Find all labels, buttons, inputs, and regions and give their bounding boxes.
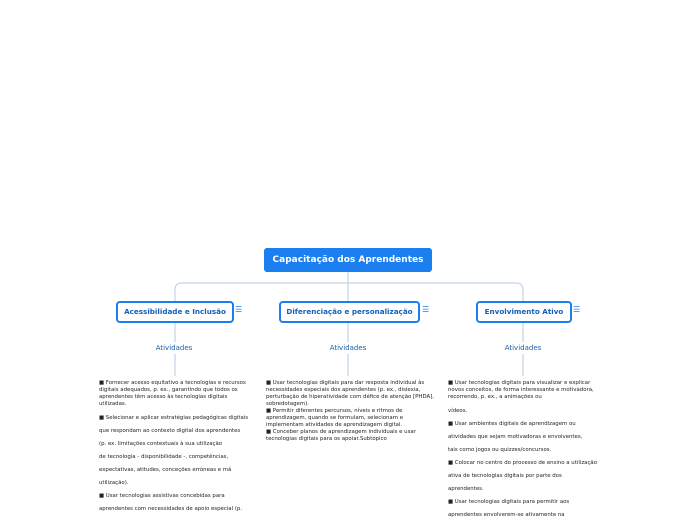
notes-envolvimento xyxy=(448,380,600,522)
note-line: vídeos. xyxy=(448,408,468,414)
notes-diferenciacao xyxy=(266,380,434,443)
note-line: (p. ex. limitações contextuais à sua utilização xyxy=(99,441,223,447)
notes-icon[interactable]: ☰ xyxy=(422,305,430,314)
note-line: atividades que sejam motivadoras e envolventes, xyxy=(448,434,583,440)
note-line: ■ Fornecer acesso equitativo a tecnologias e recursos digitais adequados, p. ex., garantindo que todos os aprendentes têm acesso às tecnologias digitais utilizadas. xyxy=(99,380,246,407)
topic-diferenciacao-personalizacao[interactable]: Diferenciação e personalização xyxy=(279,301,420,323)
note-line: aprendentes envolverem-se ativamente na xyxy=(448,512,565,518)
note-line: ■ Permitir diferentes percursos, níveis e ritmos de aprendizagem, quando se formulam, selecionam e implementam atividades de aprendizagem digital. xyxy=(266,408,404,428)
subtopic-atividades-3[interactable]: Atividades xyxy=(504,344,542,352)
connector-branch-1 xyxy=(175,283,348,301)
note-line: ■ Usar ambientes digitais de aprendizagem ou xyxy=(448,421,576,427)
note-line: de tecnologia - disponibilidade -, competências, xyxy=(99,454,229,460)
note-line: ■ Conceber planos de aprendizagem individuais e usar tecnologias digitais para os apoiar.Subtópico xyxy=(266,429,416,442)
note-line: ■ Usar tecnologias digitais para visualizar e explicar novos conceitos, de forma interessante e motivadora, recorrendo, p. ex., a animações ou xyxy=(448,380,594,400)
note-line: ■ Usar tecnologias assistivas concebidas para xyxy=(99,493,225,499)
notes-acessibilidade xyxy=(99,380,251,516)
note-line: expectativas, atitudes, conceções erróneas e má xyxy=(99,467,232,473)
notes-icon[interactable]: ☰ xyxy=(573,305,581,314)
notes-icon[interactable]: ☰ xyxy=(235,305,243,314)
note-line: ■ Usar tecnologias digitais para permitir aos xyxy=(448,499,570,505)
subtopic-atividades-1[interactable]: Atividades xyxy=(155,344,193,352)
connector-branch-3 xyxy=(348,283,523,301)
topic-acessibilidade-inclusao[interactable]: Acessibilidade e Inclusão xyxy=(116,301,234,323)
subtopic-atividades-2[interactable]: Atividades xyxy=(329,344,367,352)
root-topic[interactable]: Capacitação dos Aprendentes xyxy=(264,248,432,272)
note-line: ativa de tecnologias digitais por parte dos xyxy=(448,473,562,479)
note-line: utilização). xyxy=(99,480,129,486)
note-line: aprendentes. xyxy=(448,486,484,492)
note-line: aprendentes com necessidades de apoio especial (p. xyxy=(99,506,243,512)
note-line: que respondam ao contexto digital dos aprendentes xyxy=(99,428,241,434)
note-line: ■ Colocar no centro do processo de ensino a utilização xyxy=(448,460,598,466)
note-line: ■ Usar tecnologias digitais para dar resposta individual às necessidades especiais dos aprendentes (p. ex., dislexia, perturbação de hiperatividade com défice de atenção [PHDA], sobredotagem). xyxy=(266,380,435,407)
note-line: ■ Selecionar e aplicar estratégias pedagógicas digitais xyxy=(99,415,249,421)
topic-envolvimento-ativo[interactable]: Envolvimento Ativo xyxy=(476,301,572,323)
note-line: tais como jogos ou quizzes/concursos. xyxy=(448,447,552,453)
